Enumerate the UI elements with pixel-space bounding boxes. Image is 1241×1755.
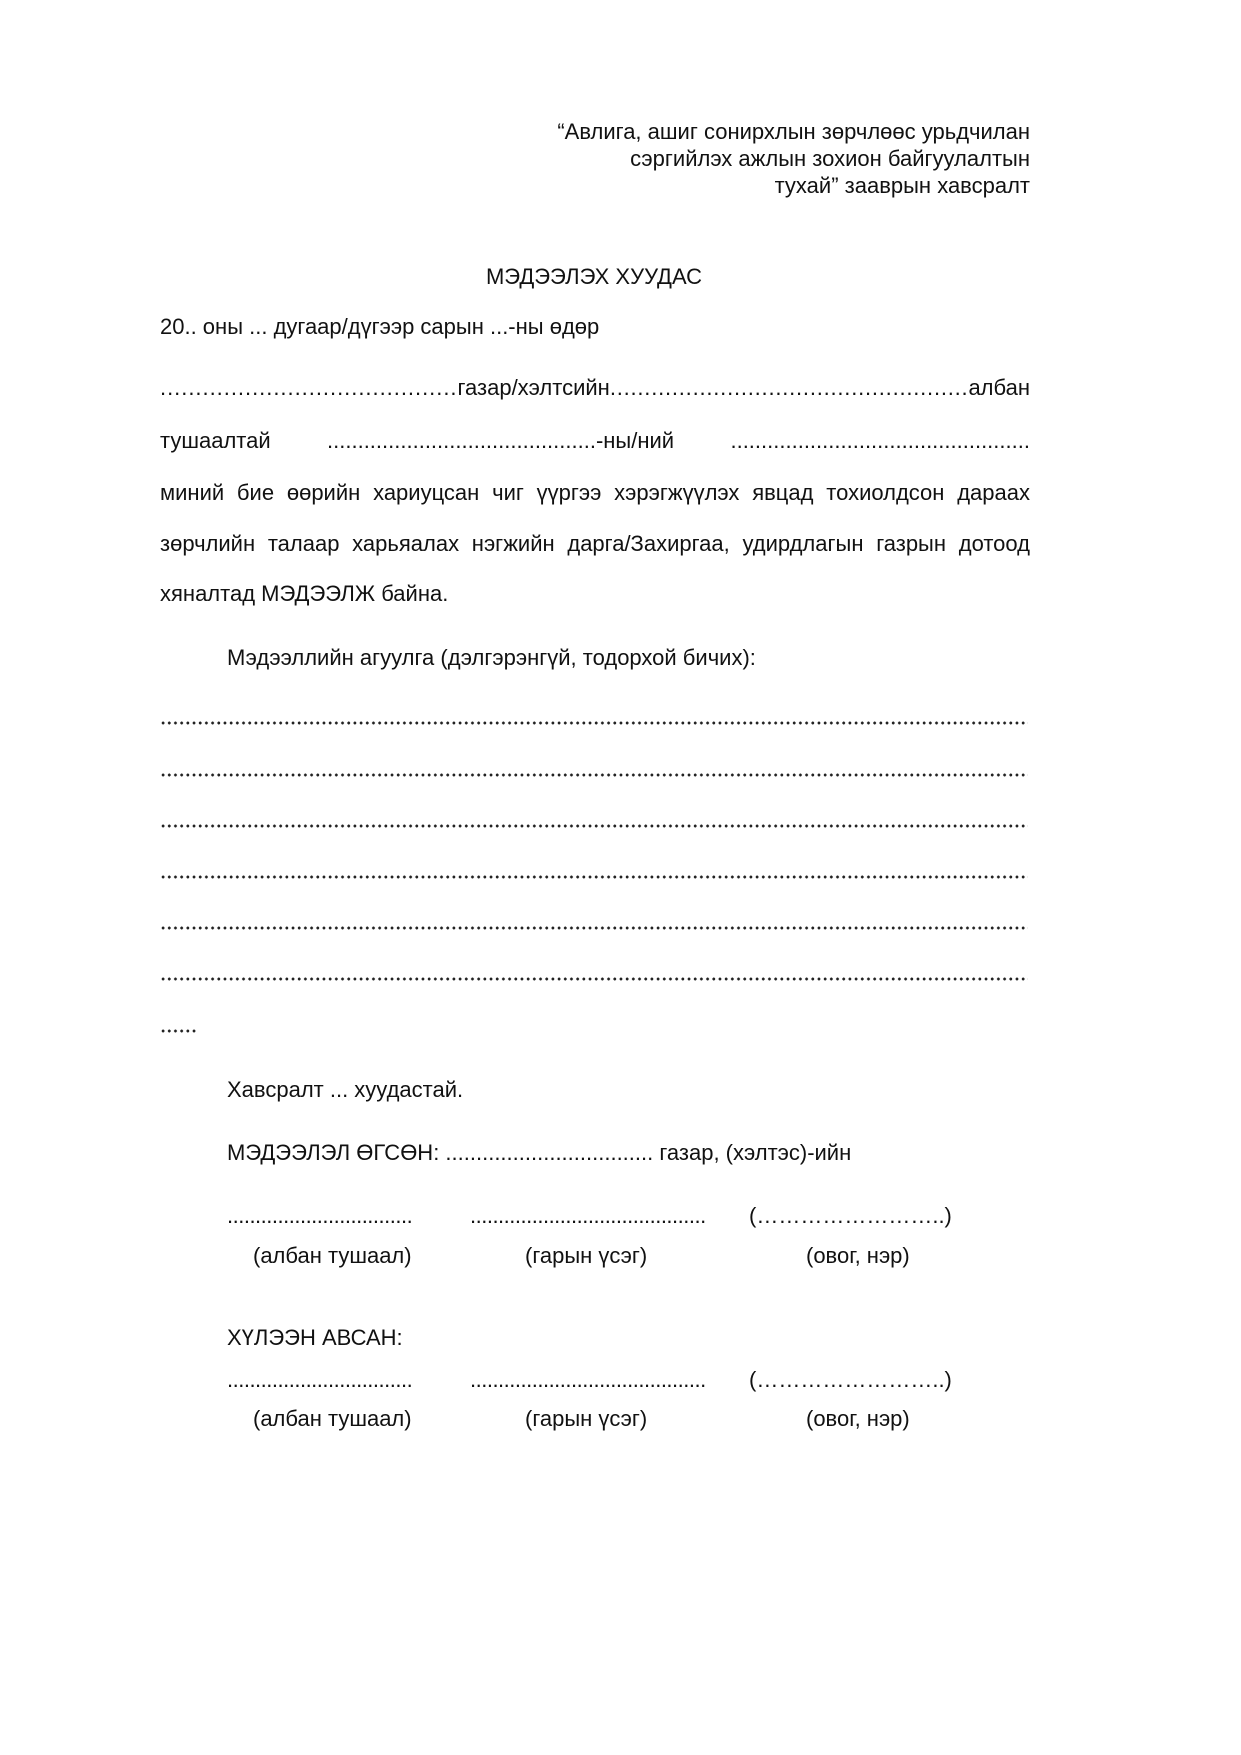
office-field[interactable]: .................................................... bbox=[609, 375, 969, 400]
received-signature-caption: (гарын үсэг) bbox=[525, 1406, 648, 1431]
header-note-line-3: тухай” зааврын хавсралт bbox=[774, 173, 1030, 198]
submitted-name-caption: (овог, нэр) bbox=[806, 1243, 910, 1268]
department-label: газар/хэлтсийн bbox=[457, 375, 610, 400]
submitted-position-field[interactable]: ................................. bbox=[227, 1203, 413, 1228]
received-name-field[interactable]: (……………………..) bbox=[749, 1367, 952, 1392]
reporter-extra-field[interactable]: ................................................. bbox=[730, 428, 1030, 453]
holder-label: тушаалтай bbox=[160, 428, 271, 453]
submitted-position-caption: (албан тушаал) bbox=[253, 1243, 412, 1268]
content-line[interactable] bbox=[160, 875, 1028, 879]
position-label: албан bbox=[968, 375, 1030, 400]
content-line[interactable] bbox=[160, 977, 1028, 981]
header-annex-note bbox=[557, 118, 1030, 199]
received-signature-field[interactable]: .......................................... bbox=[470, 1367, 706, 1392]
content-label: Мэдээллийн агуулга (дэлгэрэнгүй, тодорхой бичих): bbox=[227, 645, 756, 670]
submitted-signature-caption: (гарын үсэг) bbox=[525, 1243, 648, 1268]
received-position-caption: (албан тушаал) bbox=[253, 1406, 412, 1431]
content-line[interactable] bbox=[160, 773, 1028, 777]
header-note-line-2: сэргийлэх ажлын зохион байгуулалтын bbox=[630, 146, 1030, 171]
reporter-name-field[interactable]: ............................................-ны/ний bbox=[327, 428, 675, 453]
intro-line-3: миний бие өөрийн хариуцсан чиг үүргээ хэрэгжүүлэх явцад тохиолдсон дараах bbox=[160, 480, 1030, 505]
intro-line-1 bbox=[160, 375, 1030, 401]
department-field[interactable]: .......................................... bbox=[160, 375, 458, 400]
intro-line-4: зөрчлийн талаар харьяалах нэгжийн дарга/Захиргаа, удирдлагын газрын дотоод bbox=[160, 531, 1030, 556]
received-position-field[interactable]: ................................. bbox=[227, 1367, 413, 1392]
content-line-end[interactable] bbox=[160, 1029, 198, 1033]
content-line[interactable] bbox=[160, 824, 1028, 828]
received-by-label: ХҮЛЭЭН АВСАН: bbox=[227, 1325, 403, 1350]
content-line[interactable] bbox=[160, 721, 1028, 725]
submitted-signature-field[interactable]: .......................................... bbox=[470, 1203, 706, 1228]
header-note-line-1: “Авлига, ашиг сонирхлын зөрчлөөс урьдчилан bbox=[557, 119, 1030, 144]
content-line[interactable] bbox=[160, 926, 1028, 930]
date-line: 20.. оны ... дугаар/дүгээр сарын ...-ны өдөр bbox=[160, 314, 600, 339]
received-name-caption: (овог, нэр) bbox=[806, 1406, 910, 1431]
submitted-name-field[interactable]: (……………………..) bbox=[749, 1203, 952, 1228]
attachment-line: Хавсралт ... хуудастай. bbox=[227, 1077, 464, 1102]
document-title: МЭДЭЭЛЭХ ХУУДАС bbox=[485, 264, 703, 289]
intro-line-2 bbox=[160, 428, 1030, 454]
intro-line-5: хяналтад МЭДЭЭЛЖ байна. bbox=[160, 581, 449, 606]
submitted-by-label: МЭДЭЭЛЭЛ ӨГСӨН: .................................. газар, (хэлтэс)-ийн bbox=[227, 1140, 852, 1165]
